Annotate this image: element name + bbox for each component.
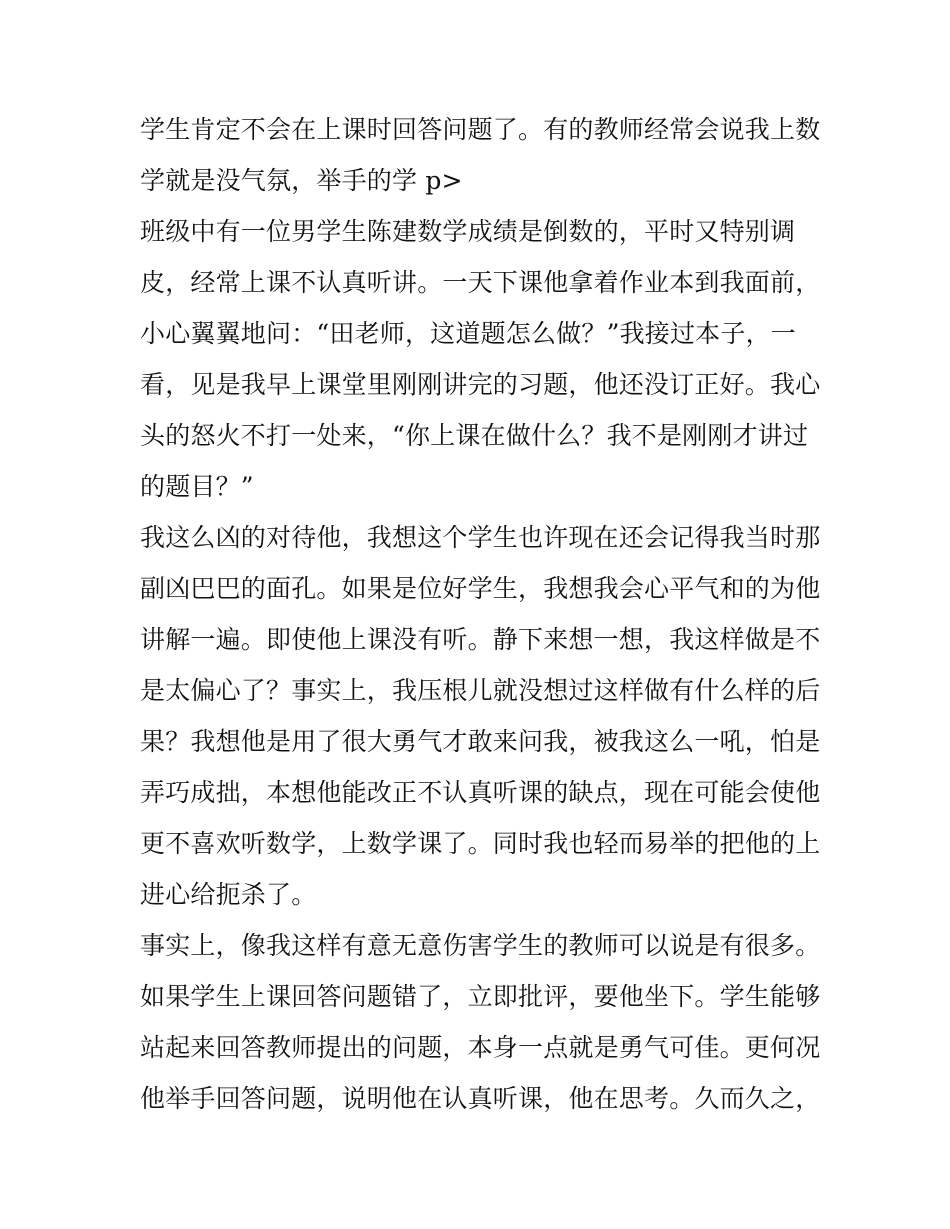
paragraph-3 [140, 512, 820, 920]
paragraph-1 [140, 104, 820, 206]
document-page [140, 104, 820, 1124]
text-line: 事实上，像我这样有意无意伤害学生的教师可以说是有很多。 [140, 931, 821, 960]
text-line: 皮，经常上课不认真听讲。一天下课他拿着作业本到我面前， [140, 268, 821, 297]
text-line: 如果学生上课回答问题错了，立即批评，要他坐下。学生能够 [140, 982, 821, 1011]
text-line: 是太偏心了？事实上，我压根儿就没想过这样做有什么样的后 [140, 676, 821, 705]
text-line: 小心翼翼地问：“田老师，这道题怎么做？”我接过本子，一 [140, 319, 796, 348]
text-line: 学生肯定不会在上课时回答问题了。有的教师经常会说我上数 [140, 115, 821, 144]
text-line: 他举手回答问题，说明他在认真听课，他在思考。久而久之， [140, 1084, 821, 1113]
text-line: 学就是没气氛，举手的学 p> [140, 166, 463, 195]
text-line: 的题目？” [140, 472, 254, 501]
text-line: 班级中有一位男学生陈建数学成绩是倒数的，平时又特别调 [140, 217, 796, 246]
text-line: 果？我想他是用了很大勇气才敢来问我，被我这么一吼，怕是 [140, 727, 821, 756]
text-line: 站起来回答教师提出的问题，本身一点就是勇气可佳。更何况 [140, 1033, 821, 1062]
text-line: 副凶巴巴的面孔。如果是位好学生，我想我会心平气和的为他 [140, 574, 821, 603]
paragraph-2 [140, 206, 820, 512]
text-line: 我这么凶的对待他，我想这个学生也许现在还会记得我当时那 [140, 523, 821, 552]
text-line: 头的怒火不打一处来，“你上课在做什么？我不是刚刚才讲过 [140, 421, 809, 450]
text-line: 讲解一遍。即使他上课没有听。静下来想一想，我这样做是不 [140, 625, 821, 654]
text-line: 进心给扼杀了。 [140, 880, 317, 909]
text-line: 弄巧成拙，本想他能改正不认真听课的缺点，现在可能会使他 [140, 778, 821, 807]
text-line: 看，见是我早上课堂里刚刚讲完的习题，他还没订正好。我心 [140, 370, 821, 399]
paragraph-4 [140, 920, 820, 1124]
text-line: 更不喜欢听数学，上数学课了。同时我也轻而易举的把他的上 [140, 829, 821, 858]
